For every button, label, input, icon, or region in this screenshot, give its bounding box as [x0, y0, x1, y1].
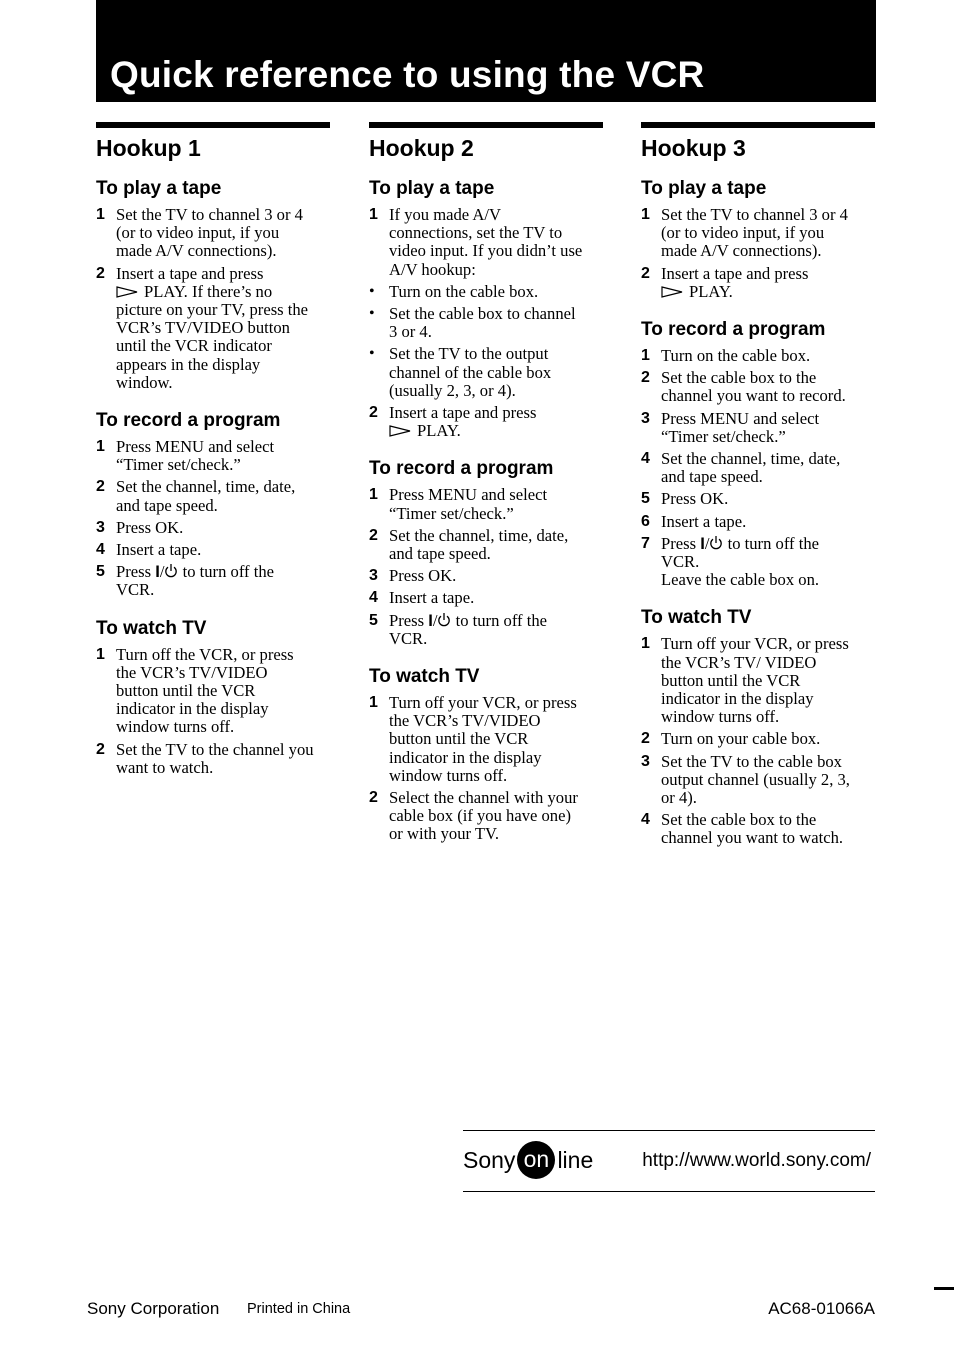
- step-text: [116, 265, 330, 392]
- bullet-marker: •: [369, 305, 375, 323]
- section-heading: To record a program: [96, 410, 281, 432]
- step-item: [641, 347, 875, 365]
- step-text-line: the VCR’s TV/VIDEO: [116, 662, 268, 682]
- step-text-line: VCR’s TV/VIDEO button: [116, 318, 290, 338]
- step-item: [369, 345, 603, 400]
- step-text: [661, 369, 875, 405]
- step-item: [96, 438, 330, 474]
- title-banner: [96, 0, 876, 102]
- step-text-line: Press OK.: [116, 517, 184, 537]
- section-heading: To record a program: [369, 458, 554, 480]
- step-number: 5: [369, 611, 378, 629]
- step-text-line: indicator in the display: [661, 689, 814, 709]
- step-item: [96, 478, 330, 514]
- step-text-line: 3 or 4.: [389, 322, 432, 342]
- step-number: 1: [641, 206, 650, 223]
- step-text: [389, 694, 603, 785]
- step-text-line: Set the channel, time, date,: [116, 477, 296, 497]
- step-number: 3: [641, 752, 650, 770]
- step-text-line: “Timer set/check.”: [389, 503, 514, 523]
- step-text: [389, 345, 603, 400]
- step-item: [96, 741, 330, 777]
- step-number: 1: [96, 206, 105, 223]
- section-heading: To play a tape: [369, 178, 495, 199]
- step-text: [389, 789, 603, 844]
- step-number: 1: [641, 347, 650, 365]
- step-text: [389, 589, 603, 607]
- step-text-line: A/V hookup:: [389, 259, 476, 279]
- standby-i-glyph: I: [700, 533, 705, 553]
- step-item: [369, 486, 603, 522]
- step-number: 4: [96, 541, 105, 559]
- play-icon: [116, 286, 138, 298]
- power-icon: [709, 535, 723, 551]
- step-text-line: Turn on the cable box.: [661, 346, 811, 366]
- step-item: [96, 265, 330, 392]
- step-number: 2: [369, 789, 378, 807]
- step-item: [641, 490, 875, 508]
- step-text-line: Press I/ to turn off the: [661, 533, 819, 553]
- step-text: [389, 206, 603, 279]
- section-heading: To watch TV: [96, 617, 207, 639]
- power-icon: [164, 563, 178, 579]
- step-text: [661, 513, 875, 531]
- step-text-line: Set the channel, time, date,: [661, 449, 841, 469]
- sony-url-link[interactable]: http://www.world.sony.com/: [642, 1150, 871, 1171]
- step-text: [389, 486, 603, 522]
- step-list: [96, 438, 330, 600]
- step-text: [661, 265, 875, 301]
- step-item: [369, 404, 603, 440]
- step-item: [641, 753, 875, 808]
- step-number: 1: [96, 645, 105, 663]
- step-number: 2: [96, 264, 105, 282]
- step-text-line: VCR.: [661, 552, 700, 572]
- step-number: 2: [641, 730, 650, 748]
- step-list: [369, 486, 603, 648]
- step-text-line: Press I/ to turn off the: [389, 610, 547, 630]
- play-icon: [661, 286, 683, 298]
- bullet-marker: •: [369, 282, 375, 300]
- step-text: [116, 478, 330, 514]
- step-item: [96, 646, 330, 737]
- step-item: [369, 567, 603, 585]
- step-text-line: Set the cable box to the: [661, 810, 817, 830]
- section-heading: To watch TV: [641, 607, 752, 629]
- step-text: [116, 741, 330, 777]
- step-text-line: Set the TV to channel 3 or 4: [661, 205, 848, 224]
- logo-line-text: line: [557, 1146, 594, 1173]
- step-text-line: Set the cable box to channel: [389, 304, 576, 324]
- hookup-heading: Hookup 2: [369, 135, 474, 161]
- step-number: 2: [369, 526, 378, 544]
- step-item: [641, 635, 875, 726]
- step-number: 1: [369, 206, 378, 223]
- step-text-line: Leave the cable box on.: [661, 570, 820, 590]
- step-item: [369, 305, 603, 341]
- step-number: 5: [641, 490, 650, 508]
- step-number: 7: [641, 534, 650, 552]
- step-text: [661, 347, 875, 365]
- section-heading: To play a tape: [96, 178, 222, 199]
- step-text: [661, 535, 875, 590]
- step-text-line: made A/V connections).: [116, 241, 277, 261]
- step-text-line: “Timer set/check.”: [661, 426, 786, 446]
- step-number: 3: [96, 518, 105, 536]
- step-text: [116, 563, 330, 599]
- hookup-3-column: [641, 122, 875, 852]
- step-text-line: the VCR’s TV/VIDEO: [389, 711, 541, 731]
- step-text-line: PLAY. If there’s no: [116, 283, 330, 301]
- step-number: 1: [369, 486, 378, 504]
- step-item: [641, 265, 875, 301]
- step-item: [641, 513, 875, 531]
- step-text-line: or with your TV.: [389, 824, 500, 844]
- section-heading: To watch TV: [369, 666, 480, 688]
- step-text-line: Insert a tape.: [661, 511, 747, 531]
- step-text: [389, 305, 603, 341]
- step-text-line: Turn on your cable box.: [661, 729, 821, 749]
- step-text-line: VCR.: [116, 580, 155, 600]
- step-item: [369, 694, 603, 785]
- step-text-line: and tape speed.: [116, 495, 218, 515]
- hookup-2-column: [369, 122, 603, 848]
- edge-mark: [934, 1287, 954, 1290]
- step-text-line: button until the VCR: [389, 729, 529, 749]
- step-text-line: Insert a tape and press: [661, 263, 809, 283]
- step-item: [96, 519, 330, 537]
- step-number: 2: [96, 478, 105, 496]
- step-number: 2: [369, 404, 378, 422]
- step-list: [369, 694, 603, 844]
- footer-printed-in: Printed in China: [247, 1301, 351, 1317]
- step-text-line: PLAY.: [661, 283, 875, 301]
- step-text-line: connections, set the TV to: [389, 223, 563, 243]
- step-text-line: (usually 2, 3, or 4).: [389, 380, 516, 400]
- hookup-heading: Hookup 1: [96, 135, 201, 161]
- step-text-line: window turns off.: [389, 765, 508, 785]
- step-text-line: indicator in the display: [116, 699, 269, 719]
- step-number: 2: [641, 264, 650, 282]
- step-number: 1: [96, 438, 105, 456]
- step-text-line: Set the TV to channel 3 or 4: [116, 205, 303, 224]
- hookup-1-column: [96, 122, 330, 781]
- step-text-line: Press MENU and select: [116, 437, 275, 457]
- step-text: [389, 527, 603, 563]
- step-text: [116, 519, 330, 537]
- step-text: [661, 635, 875, 726]
- step-text-line: Set the TV to the output: [389, 344, 549, 364]
- step-text-line: video input. If you didn’t use: [389, 241, 583, 261]
- step-item: [641, 369, 875, 405]
- step-text-line: PLAY.: [389, 422, 603, 440]
- step-list: [641, 347, 875, 589]
- step-text: [661, 490, 875, 508]
- sony-online-box: [463, 1130, 875, 1192]
- step-text: [661, 206, 875, 261]
- step-item: [641, 450, 875, 486]
- step-list: [96, 646, 330, 777]
- step-text-line: and tape speed.: [661, 467, 763, 487]
- step-text-line: Insert a tape and press: [116, 263, 264, 283]
- step-text: [389, 612, 603, 648]
- step-number: 4: [369, 589, 378, 607]
- step-text-line: Set the TV to the channel you: [116, 739, 314, 759]
- step-item: [96, 541, 330, 559]
- step-list: [641, 635, 875, 847]
- step-text-line: button until the VCR: [661, 670, 801, 690]
- step-number: 1: [369, 694, 378, 712]
- step-item: [641, 410, 875, 446]
- step-text-line: Set the TV to the cable box: [661, 751, 842, 771]
- step-item: [96, 206, 330, 261]
- column-top-rule: [96, 122, 330, 128]
- step-item: [369, 206, 603, 279]
- step-item: [641, 535, 875, 590]
- step-text: [389, 404, 603, 440]
- step-text: [661, 410, 875, 446]
- step-text: [116, 206, 330, 261]
- step-list: [369, 206, 603, 440]
- step-text-line: If you made A/V: [389, 205, 501, 224]
- step-text-line: picture on your TV, press the: [116, 300, 309, 320]
- step-text: [389, 283, 603, 301]
- step-text-line: Press MENU and select: [389, 485, 548, 505]
- step-text-line: channel of the cable box: [389, 362, 552, 382]
- step-text-line: Insert a tape.: [116, 540, 202, 560]
- step-text-line: Press I/ to turn off the: [116, 562, 274, 582]
- step-number: 5: [96, 563, 105, 581]
- step-number: 6: [641, 512, 650, 530]
- step-text-line: appears in the display: [116, 354, 261, 374]
- step-item: [641, 730, 875, 748]
- step-item: [641, 811, 875, 847]
- bullet-marker: •: [369, 345, 375, 363]
- step-number: 1: [641, 635, 650, 653]
- step-text-line: output channel (usually 2, 3,: [661, 769, 850, 789]
- step-text: [116, 438, 330, 474]
- step-text: [116, 541, 330, 559]
- section-heading: To play a tape: [641, 178, 767, 199]
- step-text-line: Select the channel with your: [389, 788, 578, 808]
- column-top-rule: [369, 122, 603, 128]
- step-number: 2: [96, 740, 105, 758]
- footer-part-code: AC68-01066A: [768, 1299, 875, 1318]
- step-number: 3: [369, 567, 378, 585]
- step-text-line: window.: [116, 372, 173, 392]
- step-text: [661, 730, 875, 748]
- step-text-line: the VCR’s TV/ VIDEO: [661, 652, 817, 672]
- step-text-line: button until the VCR: [116, 681, 256, 701]
- step-item: [369, 612, 603, 648]
- step-text-line: (or to video input, if you: [661, 223, 825, 243]
- step-text-line: Set the channel, time, date,: [389, 525, 569, 545]
- step-text-line: until the VCR indicator: [116, 336, 272, 356]
- step-item: [369, 789, 603, 844]
- section-heading: To record a program: [641, 319, 826, 341]
- step-text-line: channel you want to record.: [661, 386, 846, 406]
- step-text-line: made A/V connections).: [661, 241, 822, 261]
- step-text-line: Insert a tape.: [389, 588, 475, 608]
- step-text-line: VCR.: [389, 628, 428, 648]
- step-text-line: “Timer set/check.”: [116, 455, 241, 475]
- step-text: [661, 450, 875, 486]
- play-icon: [389, 425, 411, 437]
- step-number: 4: [641, 450, 650, 468]
- standby-i-glyph: I: [428, 610, 433, 630]
- step-text-line: Set the cable box to the: [661, 368, 817, 388]
- logo-sony-text: Sony: [463, 1146, 516, 1173]
- logo-on-badge: on: [517, 1141, 555, 1179]
- step-number: 4: [641, 811, 650, 829]
- step-text-line: and tape speed.: [389, 544, 491, 564]
- step-item: [96, 563, 330, 599]
- step-text-line: cable box (if you have one): [389, 806, 571, 826]
- step-item: [641, 206, 875, 261]
- step-text-line: want to watch.: [116, 757, 214, 777]
- step-text-line: or 4).: [661, 788, 697, 808]
- step-text: [661, 811, 875, 847]
- step-text-line: Insert a tape and press: [389, 403, 537, 423]
- step-item: [369, 283, 603, 301]
- step-text-line: window turns off.: [661, 707, 780, 727]
- step-list: [96, 206, 330, 392]
- step-text-line: Turn off the VCR, or press: [116, 644, 294, 664]
- step-text: [661, 753, 875, 808]
- step-text: [389, 567, 603, 585]
- step-item: [369, 527, 603, 563]
- power-icon: [437, 612, 451, 628]
- step-text-line: window turns off.: [116, 717, 235, 737]
- footer-company: Sony Corporation: [87, 1299, 220, 1318]
- step-text-line: Press MENU and select: [661, 408, 820, 428]
- step-text-line: indicator in the display: [389, 747, 542, 767]
- hookup-heading: Hookup 3: [641, 135, 746, 161]
- step-text-line: Press OK.: [661, 489, 729, 509]
- step-number: 2: [641, 369, 650, 387]
- column-top-rule: [641, 122, 875, 128]
- step-text-line: Turn off your VCR, or press: [389, 693, 577, 713]
- step-number: 3: [641, 409, 650, 427]
- standby-i-glyph: I: [155, 562, 160, 582]
- step-text: [116, 646, 330, 737]
- sony-online-logo: [463, 1141, 593, 1179]
- step-text-line: Press OK.: [389, 566, 457, 586]
- step-text-line: Turn on the cable box.: [389, 281, 539, 301]
- step-text-line: (or to video input, if you: [116, 223, 280, 243]
- page-title: Quick reference to using the VCR: [110, 54, 705, 95]
- step-list: [641, 206, 875, 301]
- step-item: [369, 589, 603, 607]
- step-text-line: Turn off your VCR, or press: [661, 634, 849, 654]
- step-text-line: channel you want to watch.: [661, 828, 844, 848]
